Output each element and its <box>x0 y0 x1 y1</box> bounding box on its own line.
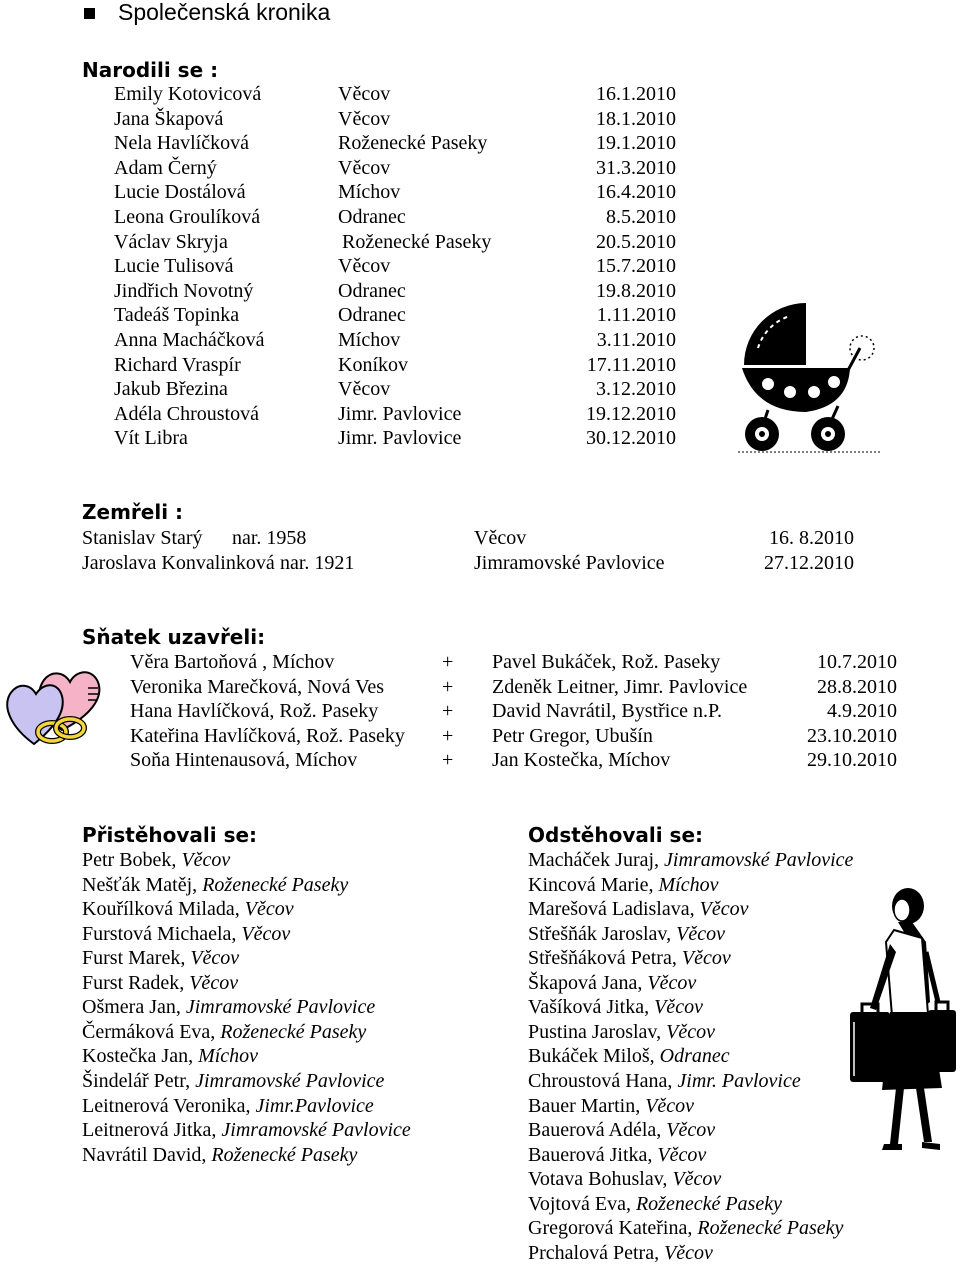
birth-name: Adam Černý <box>114 156 217 179</box>
death-date: 27.12.2010 <box>764 551 854 574</box>
birth-place: Roženecké Paseky <box>342 230 492 253</box>
birth-place: Věcov <box>338 156 391 179</box>
moved-in-entry <box>82 971 238 995</box>
moved-out-name: Vojtová Eva, <box>528 1192 631 1215</box>
moved-in-entry <box>82 1094 374 1118</box>
moved-in-entry <box>82 1143 357 1167</box>
moved-out-place: Odranec <box>659 1045 730 1068</box>
moved-in-name: Kouřílková Milada, <box>82 898 240 921</box>
marriage-plus: + <box>442 700 454 723</box>
moved-in-place: Roženecké Paseky <box>202 873 349 896</box>
hearts-rings-icon <box>0 658 116 748</box>
moved-out-entry <box>528 1241 713 1265</box>
moved-out-name: Vašíková Jitka, <box>528 996 650 1019</box>
moved-out-name: Pustina Jaroslav, <box>528 1020 662 1043</box>
birth-place: Věcov <box>338 107 391 130</box>
moved-out-place: Věcov <box>654 996 703 1019</box>
birth-date: 31.3.2010 <box>596 156 676 179</box>
moved-out-entry <box>528 1167 721 1191</box>
moved-out-entry <box>528 922 725 946</box>
birth-name: Jakub Březina <box>114 378 228 401</box>
moved-in-name: Leitnerová Jitka, <box>82 1119 217 1142</box>
moved-in-name: Navrátil David, <box>82 1143 207 1166</box>
birth-place: Míchov <box>338 329 401 351</box>
moved-out-heading: Odstěhovali se: <box>528 823 703 847</box>
marriage-bride: Věra Bartoňová , Míchov <box>130 651 335 673</box>
birth-place: Jimr. Pavlovice <box>338 402 462 425</box>
moved-in-name: Čermáková Eva, <box>82 1020 216 1043</box>
death-date: 16. 8.2010 <box>769 527 854 549</box>
births-heading: Narodili se : <box>82 58 219 82</box>
moved-out-place: Roženecké Paseky <box>697 1217 844 1240</box>
moved-in-name: Furst Marek, <box>82 947 186 970</box>
birth-name: Jindřich Novotný <box>114 279 254 302</box>
moved-out-name: Prchalová Petra, <box>528 1241 660 1264</box>
birth-date: 8.5.2010 <box>606 206 676 228</box>
marriage-date: 10.7.2010 <box>817 651 897 673</box>
page-title: Společenská kronika <box>118 0 331 25</box>
birth-date: 19.12.2010 <box>586 402 676 425</box>
birth-place: Roženecké Paseky <box>338 132 488 155</box>
death-born: nar. 1921 <box>280 551 355 574</box>
marriage-groom: David Navrátil, Bystřice n.P. <box>492 700 722 723</box>
birth-place: Odranec <box>338 279 406 302</box>
moved-in-entry <box>82 946 239 970</box>
birth-date: 1.11.2010 <box>596 304 676 327</box>
moved-out-entry <box>528 1118 715 1142</box>
moved-in-name: Petr Bobek, <box>82 849 177 871</box>
moved-in-place: Míchov <box>198 1045 259 1068</box>
moved-out-name: Střešňáková Petra, <box>528 947 677 970</box>
moved-out-place: Jimramovské Pavlovice <box>664 849 854 871</box>
moved-out-name: Marešová Ladislava, <box>528 898 695 921</box>
moved-out-entry <box>528 1094 694 1118</box>
birth-place: Odranec <box>338 304 406 327</box>
moved-out-place: Věcov <box>666 1020 715 1043</box>
death-place: Věcov <box>474 527 527 549</box>
woman-with-suitcases-icon <box>846 882 958 1166</box>
moved-out-name: Škapová Jana, <box>528 971 643 994</box>
moved-in-place: Roženecké Paseky <box>220 1020 367 1043</box>
death-born: nar. 1958 <box>232 527 307 549</box>
birth-place: Věcov <box>338 255 391 278</box>
moved-out-entry <box>528 1069 801 1093</box>
birth-name: Richard Vraspír <box>114 353 241 376</box>
moved-in-heading: Přistěhovali se: <box>82 823 258 847</box>
marriage-bride: Hana Havlíčková, Rož. Paseky <box>130 700 379 723</box>
moved-out-place: Věcov <box>681 947 731 970</box>
death-place: Jimramovské Pavlovice <box>474 551 665 574</box>
birth-name: Adéla Chroustová <box>114 402 259 425</box>
marriage-groom: Petr Gregor, Ubušín <box>492 724 653 747</box>
birth-place: Koníkov <box>338 353 408 376</box>
moved-out-name: Votava Bohuslav, <box>528 1168 668 1191</box>
moved-in-entry <box>82 873 348 897</box>
moved-out-entry <box>528 946 731 970</box>
death-name: Stanislav Starý <box>82 527 203 549</box>
marriage-groom: Pavel Bukáček, Rož. Paseky <box>492 651 721 673</box>
moved-out-name: Bauerová Jitka, <box>528 1143 653 1166</box>
stroller-icon <box>728 288 888 456</box>
moved-out-place: Věcov <box>647 971 697 994</box>
birth-place: Věcov <box>338 378 391 401</box>
moved-in-place: Věcov <box>241 922 291 945</box>
moved-in-place: Jimr.Pavlovice <box>255 1094 374 1117</box>
moved-out-place: Jimr. Pavlovice <box>677 1069 801 1092</box>
birth-date: 30.12.2010 <box>586 427 676 450</box>
moved-in-name: Kostečka Jan, <box>82 1045 194 1068</box>
moved-out-place: Věcov <box>664 1241 713 1264</box>
marriage-bride: Kateřina Havlíčková, Rož. Paseky <box>130 724 405 747</box>
birth-date: 16.4.2010 <box>596 181 676 204</box>
moved-out-name: Chroustová Hana, <box>528 1069 673 1092</box>
moved-in-name: Furstová Michaela, <box>82 922 237 945</box>
moved-out-place: Roženecké Paseky <box>635 1192 782 1215</box>
birth-place: Věcov <box>338 83 391 105</box>
birth-date: 15.7.2010 <box>596 255 676 278</box>
birth-name: Lucie Dostálová <box>114 181 246 204</box>
moved-in-name: Leitnerová Veronika, <box>82 1094 251 1117</box>
moved-out-name: Bauer Martin, <box>528 1094 641 1117</box>
moved-out-entry <box>528 897 748 921</box>
marriage-date: 29.10.2010 <box>807 749 897 772</box>
moved-out-place: Věcov <box>657 1143 707 1166</box>
birth-name: Václav Skryja <box>114 230 228 253</box>
moved-in-name: Šindelář Petr, <box>82 1069 191 1092</box>
moved-out-entry <box>528 1044 730 1068</box>
birth-date: 19.1.2010 <box>596 132 676 155</box>
moved-out-place: Věcov <box>699 898 749 921</box>
moved-in-entry <box>82 1044 258 1068</box>
moved-in-entry <box>82 1069 384 1093</box>
title-bullet-icon <box>84 8 95 19</box>
moved-in-place: Věcov <box>190 947 240 970</box>
moved-out-name: Gregorová Kateřina, <box>528 1217 693 1240</box>
birth-place: Míchov <box>338 181 401 204</box>
moved-in-name: Nešťák Matěj, <box>82 873 198 896</box>
birth-date: 16.1.2010 <box>596 83 676 105</box>
moved-in-entry <box>82 1118 411 1142</box>
moved-in-place: Jimramovské Pavlovice <box>221 1119 411 1142</box>
birth-name: Anna Macháčková <box>114 329 265 351</box>
moved-out-entry <box>528 1192 782 1216</box>
moved-out-entry <box>528 848 853 872</box>
marriage-bride: Soňa Hintenausová, Míchov <box>130 749 358 772</box>
moved-in-entry <box>82 848 230 872</box>
birth-name: Vít Libra <box>114 427 188 450</box>
moved-in-place: Roženecké Paseky <box>211 1143 358 1166</box>
birth-date: 3.12.2010 <box>596 378 676 401</box>
marriage-groom: Zdeněk Leitner, Jimr. Pavlovice <box>492 675 748 698</box>
birth-name: Jana Škapová <box>114 107 224 130</box>
birth-name: Leona Groulíková <box>114 206 261 228</box>
moved-out-name: Macháček Juraj, <box>528 849 660 871</box>
marriage-date: 23.10.2010 <box>807 724 897 747</box>
birth-place: Jimr. Pavlovice <box>338 427 462 450</box>
moved-out-entry <box>528 971 696 995</box>
birth-date: 19.8.2010 <box>596 279 676 302</box>
moved-in-place: Věcov <box>181 849 231 871</box>
marriage-date: 4.9.2010 <box>827 700 897 723</box>
moved-out-place: Věcov <box>666 1119 716 1142</box>
moved-in-place: Jimramovské Pavlovice <box>195 1069 385 1092</box>
marriage-date: 28.8.2010 <box>817 675 897 698</box>
marriage-plus: + <box>442 724 454 747</box>
moved-out-entry <box>528 873 719 897</box>
moved-out-place: Míchov <box>658 873 719 896</box>
deaths-heading: Zemřeli : <box>82 500 184 524</box>
birth-date: 18.1.2010 <box>596 107 676 130</box>
marriages-heading: Sňatek uzavřeli: <box>82 625 266 649</box>
moved-in-place: Jimramovské Pavlovice <box>185 996 376 1019</box>
moved-in-entry <box>82 995 375 1019</box>
moved-out-place: Věcov <box>676 922 725 945</box>
birth-name: Emily Kotovicová <box>114 83 262 105</box>
moved-out-name: Bauerová Adéla, <box>528 1119 662 1142</box>
moved-out-entry <box>528 995 703 1019</box>
marriage-plus: + <box>442 749 454 772</box>
marriage-groom: Jan Kostečka, Míchov <box>492 749 671 772</box>
moved-in-entry <box>82 1020 366 1044</box>
moved-out-place: Věcov <box>672 1168 722 1191</box>
moved-out-name: Bukáček Miloš, <box>528 1045 655 1068</box>
birth-place: Odranec <box>338 206 406 228</box>
marriage-bride: Veronika Marečková, Nová Ves <box>130 675 384 698</box>
moved-in-name: Ošmera Jan, <box>82 996 181 1019</box>
marriage-plus: + <box>442 675 454 698</box>
birth-name: Tadeáš Topinka <box>114 304 240 327</box>
moved-out-entry <box>528 1216 843 1240</box>
moved-in-entry <box>82 897 294 921</box>
birth-name: Nela Havlíčková <box>114 132 249 155</box>
moved-out-place: Věcov <box>645 1094 695 1117</box>
moved-out-name: Střešňák Jaroslav, <box>528 922 672 945</box>
moved-in-place: Věcov <box>244 898 294 921</box>
birth-date: 3.11.2010 <box>596 329 676 351</box>
birth-date: 20.5.2010 <box>596 230 676 253</box>
moved-in-entry <box>82 922 290 946</box>
moved-out-entry <box>528 1143 706 1167</box>
moved-out-name: Kincová Marie, <box>528 873 654 896</box>
marriage-plus: + <box>442 651 454 673</box>
moved-out-entry <box>528 1020 715 1044</box>
birth-date: 17.11.2010 <box>586 353 676 376</box>
death-name: Jaroslava Konvalinková <box>82 551 275 574</box>
birth-name: Lucie Tulisová <box>114 255 234 278</box>
moved-in-name: Furst Radek, <box>82 971 185 994</box>
moved-in-place: Věcov <box>189 971 239 994</box>
